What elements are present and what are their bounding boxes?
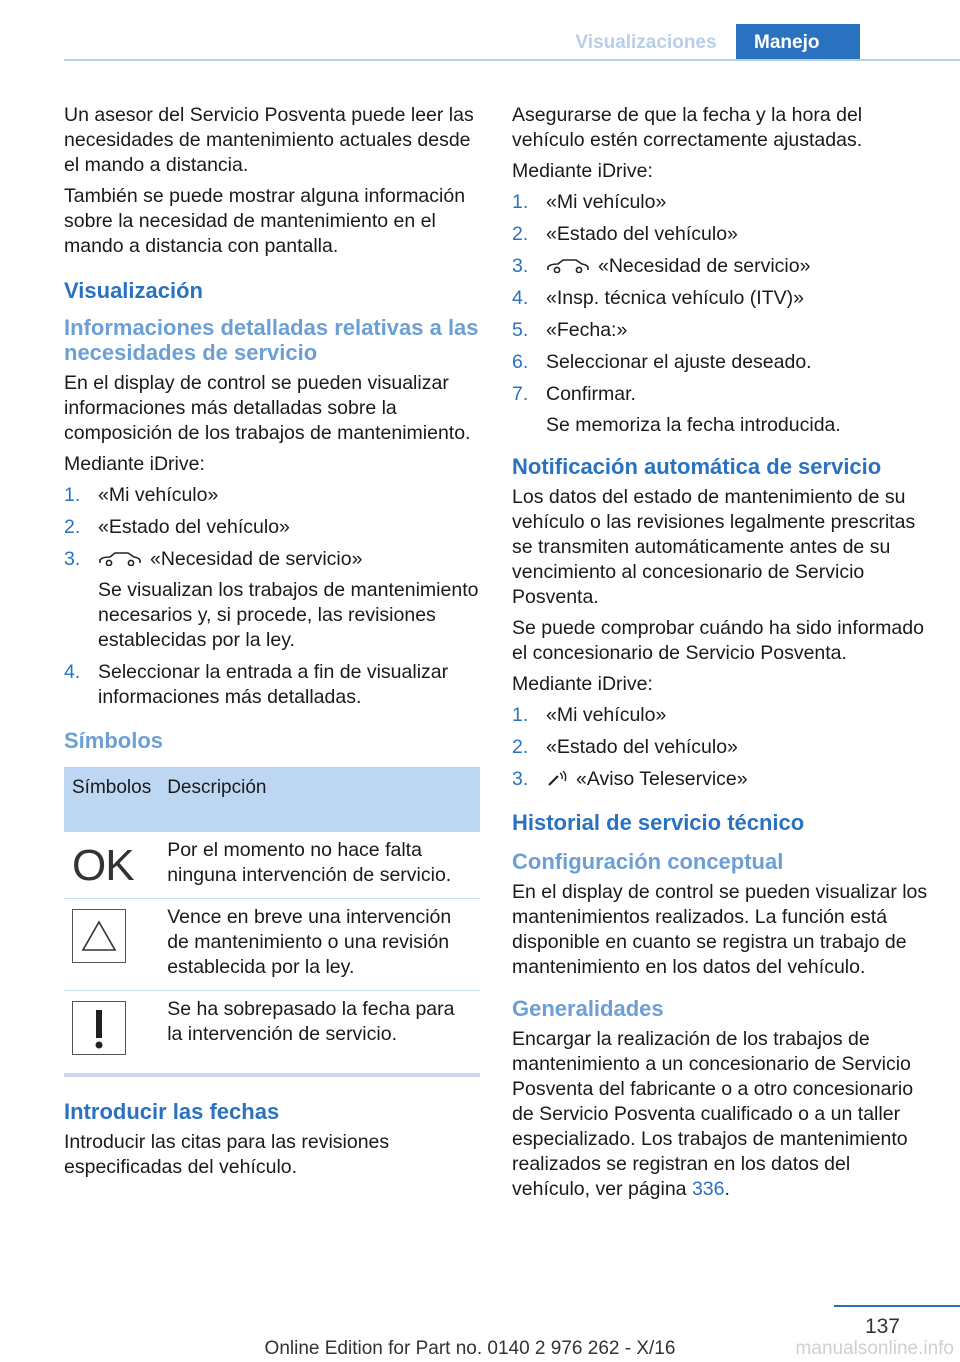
column-header-description: Descripción <box>159 767 480 832</box>
description-cell: Vence en breve una intervención de mantenimiento o una revisión establecida por la ley. <box>159 899 480 991</box>
page-reference-link[interactable]: 336 <box>691 1178 725 1200</box>
description-cell: Se ha sobrepasado la fecha para la intervención de servicio. <box>159 991 480 1076</box>
page-number: 137 <box>864 1315 900 1338</box>
step-text: «Estado del vehículo» <box>546 223 738 245</box>
steps-list-right-1 <box>512 190 930 438</box>
list-item <box>512 767 930 792</box>
step-number: 1. <box>64 484 81 506</box>
header-section-tab[interactable]: Visualizaciones <box>575 32 717 53</box>
warning-triangle-icon <box>72 909 126 963</box>
list-item <box>512 382 930 438</box>
list-item <box>512 254 930 279</box>
left-column <box>64 103 480 1186</box>
symbol-cell <box>64 899 159 991</box>
step-number: 2. <box>64 516 81 538</box>
fecha-paragraph: Asegurarse de que la fecha y la hora del vehículo estén correctamente ajustadas. <box>512 104 863 151</box>
heading-notificacion: Notificación automática de servicio <box>512 454 882 479</box>
general-end: . <box>724 1178 730 1200</box>
step-number: 1. <box>512 704 529 726</box>
step-text: «Aviso Teleservice» <box>576 768 748 790</box>
step-text: «Necesidad de servicio» <box>150 548 363 570</box>
header-rule <box>64 59 960 61</box>
step-number: 2. <box>512 736 529 758</box>
exclamation-icon <box>72 1001 126 1055</box>
car-service-icon <box>98 552 142 566</box>
steps-list-right-2 <box>512 703 930 792</box>
steps-list-left <box>64 483 480 710</box>
step-number: 3. <box>64 548 81 570</box>
list-item <box>512 318 930 343</box>
step-number: 3. <box>512 768 529 790</box>
symbols-table <box>64 767 480 1077</box>
step-number: 7. <box>512 383 529 405</box>
list-item <box>512 735 930 760</box>
symbol-cell <box>64 991 159 1076</box>
column-header-symbols: Símbolos <box>64 767 159 832</box>
step-text: «Necesidad de servicio» <box>598 255 811 277</box>
teleservice-icon <box>546 771 568 787</box>
footer-rule <box>834 1305 960 1307</box>
list-item <box>64 483 480 508</box>
config-paragraph: En el display de control se pueden visualizar los mantenimientos realizados. La función está disponible en cuanto se registra un trabajo de mantenimiento en los datos del vehículo. <box>512 881 928 978</box>
list-item <box>64 515 480 540</box>
heading-simbolos: Símbolos <box>64 728 164 753</box>
list-item <box>512 350 930 375</box>
step-text: Seleccionar la entrada a fin de visualizar informaciones más detalladas. <box>98 661 449 708</box>
list-item <box>512 190 930 215</box>
list-item <box>512 222 930 247</box>
step-text: Confirmar. <box>546 383 636 405</box>
list-item <box>64 547 480 653</box>
idrive-label: Mediante iDrive: <box>64 453 205 475</box>
step-text: «Estado del vehículo» <box>98 516 290 538</box>
step-text: «Fecha:» <box>546 319 628 341</box>
step-text: «Mi vehículo» <box>546 191 667 213</box>
step-number: 4. <box>512 287 529 309</box>
heading-informaciones: Informaciones detalladas relativas a las necesidades de servicio <box>64 315 479 365</box>
step-subtext: Se memoriza la fecha introducida. <box>546 414 841 436</box>
list-item <box>512 286 930 311</box>
step-text: Seleccionar el ajuste deseado. <box>546 351 812 373</box>
step-text: «Mi vehículo» <box>546 704 667 726</box>
list-item <box>512 703 930 728</box>
step-text: «Mi vehículo» <box>98 484 219 506</box>
idrive-label: Mediante iDrive: <box>512 673 653 695</box>
step-number: 3. <box>512 255 529 277</box>
intro-paragraph-2: También se puede mostrar alguna información sobre la necesidad de mantenimiento en el mando a distancia con pantalla. <box>64 185 466 257</box>
step-text: «Estado del vehículo» <box>546 736 738 758</box>
heading-historial: Historial de servicio técnico <box>512 810 805 835</box>
watermark: manualsonline.info <box>795 1338 954 1359</box>
heading-generalidades: Generalidades <box>512 996 664 1021</box>
ok-symbol-icon: OK <box>72 841 134 890</box>
step-number: 6. <box>512 351 529 373</box>
heading-visualizacion: Visualización <box>64 278 203 303</box>
fechas-paragraph: Introducir las citas para las revisiones especificadas del vehículo. <box>64 1131 390 1178</box>
list-item <box>64 660 480 710</box>
car-service-icon <box>546 259 590 273</box>
symbol-cell <box>64 832 159 899</box>
table-row <box>64 899 480 991</box>
step-subtext: Se visualizan los trabajos de mantenimiento necesarios y, si procede, las revisiones establecidas por la ley. <box>98 579 479 651</box>
description-cell: Por el momento no hace falta ninguna intervención de servicio. <box>159 832 480 899</box>
table-row <box>64 832 480 899</box>
footer-edition: Online Edition for Part no. 0140 2 976 262 - X/16 <box>264 1338 676 1359</box>
notif-paragraph-2: Se puede comprobar cuándo ha sido informado el concesionario de Servicio Posventa. <box>512 617 924 664</box>
right-column <box>512 103 930 1208</box>
table-row <box>64 991 480 1076</box>
intro-paragraph-1: Un asesor del Servicio Posventa puede leer las necesidades de mantenimiento actuales desde el mando a distancia. <box>64 104 474 176</box>
info-paragraph: En el display de control se pueden visualizar informaciones más detalladas sobre la composición de los trabajos de mantenimiento. <box>64 372 471 444</box>
header-chapter-tab[interactable]: Manejo <box>736 24 860 61</box>
general-text: Encargar la realización de los trabajos de mantenimiento a un concesionario de Servicio Posventa del fabricante o a otro concesionario de Servicio Posventa cualificado o a un taller especializado. Los trabajos de mantenimiento realizados se registran en los datos del vehículo, ver página <box>512 1028 914 1200</box>
heading-configuracion: Configuración conceptual <box>512 849 784 874</box>
step-number: 2. <box>512 223 529 245</box>
table-header-row <box>64 767 480 832</box>
step-number: 4. <box>64 661 81 683</box>
step-text: «Insp. técnica vehículo (ITV)» <box>546 287 804 309</box>
general-paragraph <box>512 1027 930 1202</box>
notif-paragraph-1: Los datos del estado de mantenimiento de su vehículo o las revisiones legalmente prescritas se transmiten automáticamente antes de su vencimiento al concesionario de Servicio Posventa. <box>512 486 916 608</box>
idrive-label: Mediante iDrive: <box>512 160 653 182</box>
step-number: 1. <box>512 191 529 213</box>
step-number: 5. <box>512 319 529 341</box>
heading-introducir-fechas: Introducir las fechas <box>64 1099 280 1124</box>
